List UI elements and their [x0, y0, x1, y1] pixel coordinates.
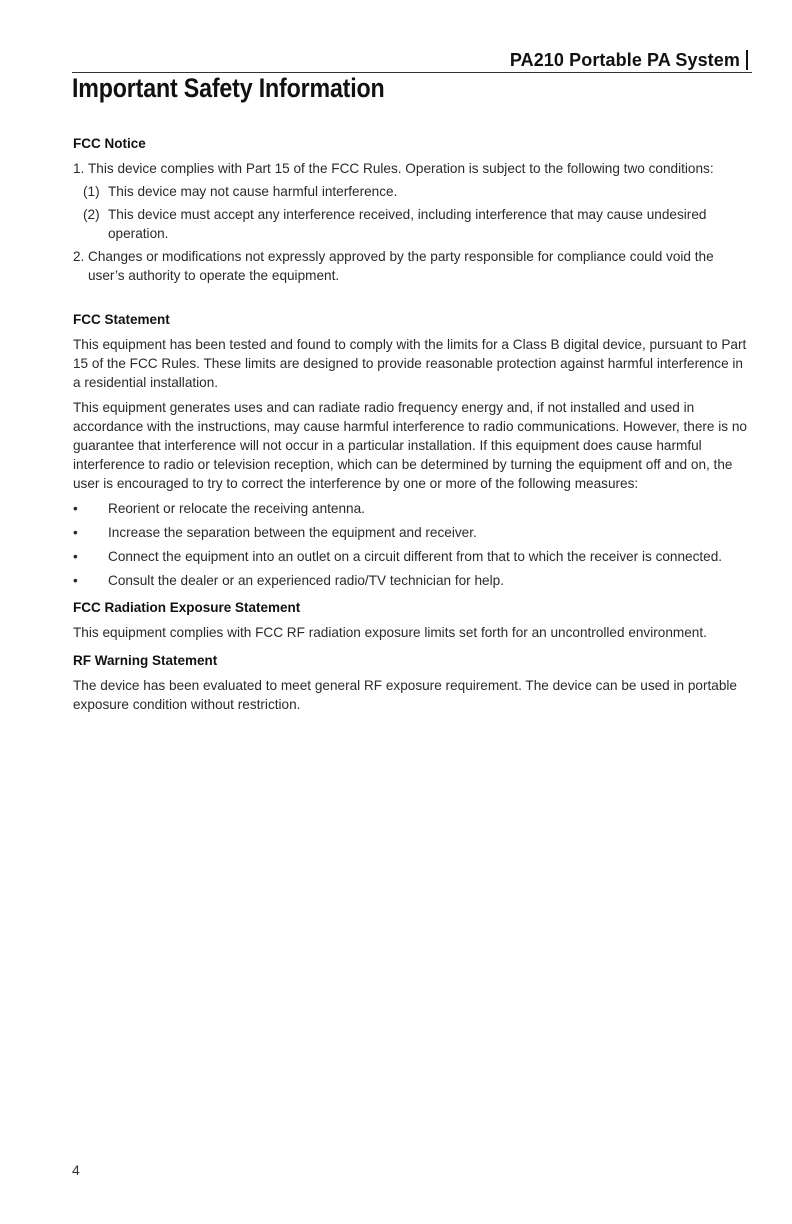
item-number: 1. — [73, 161, 85, 176]
fcc-notice-item-2 — [73, 247, 748, 285]
measure-item-3 — [73, 547, 748, 566]
measure-text: Consult the dealer or an experienced radio/TV technician for help. — [108, 573, 504, 588]
product-name-header: PA210 Portable PA System — [510, 50, 748, 70]
rf-exposure-section — [73, 599, 748, 642]
fcc-conditions-list — [73, 182, 748, 243]
measure-text: Increase the separation between the equipment and receiver. — [108, 525, 477, 540]
condition-text: This device may not cause harmful interference. — [108, 184, 398, 199]
fcc-statement-paragraph-1: This equipment has been tested and found to comply with the limits for a Class B digital device, pursuant to Part 15 of the FCC Rules. These limits are designed to provide reasonable protection against harmful interference in a residential installation. — [73, 337, 747, 390]
condition-item-1 — [83, 182, 748, 201]
condition-number: (2) — [83, 207, 100, 222]
measure-text: Reorient or relocate the receiving antenna. — [108, 501, 365, 516]
fcc-notice-heading: FCC Notice — [73, 136, 146, 151]
condition-text: This device must accept any interference received, including interference that may cause undesired operation. — [108, 207, 707, 241]
measures-list — [73, 499, 748, 590]
fcc-statement-paragraph-2: This equipment generates uses and can radiate radio frequency energy and, if not installed and used in accordance with the instructions, may cause harmful interference to radio communications. However, there is no guarantee that interference will not occur in a particular installation. If this equipment does cause harmful interference to radio or television reception, which can be determined by turning the equipment off and on, the user is encouraged to try to correct the interference by one or more of the following measures: — [73, 400, 747, 491]
rf-warning-section — [73, 652, 748, 714]
fcc-statement-heading: FCC Statement — [73, 312, 170, 327]
measure-item-2 — [73, 523, 748, 542]
document-body — [73, 135, 748, 720]
fcc-notice-section — [73, 135, 748, 285]
item-number: 2. — [73, 249, 85, 264]
fcc-notice-item-1 — [73, 159, 748, 178]
rf-exposure-heading: FCC Radiation Exposure Statement — [73, 600, 301, 615]
page-number: 4 — [72, 1162, 80, 1178]
bullet-icon: • — [73, 525, 78, 540]
measure-item-1 — [73, 499, 748, 518]
bullet-icon: • — [73, 501, 78, 516]
rf-warning-text: The device has been evaluated to meet general RF exposure requirement. The device can be used in portable exposure condition without restriction. — [73, 678, 737, 712]
rf-warning-heading: RF Warning Statement — [73, 653, 218, 668]
condition-item-2 — [83, 205, 748, 243]
bullet-icon: • — [73, 549, 78, 564]
fcc-statement-section — [73, 311, 748, 590]
measure-text: Connect the equipment into an outlet on a circuit different from that to which the receiver is connected. — [108, 549, 723, 564]
item-text: This device complies with Part 15 of the FCC Rules. Operation is subject to the following two conditions: — [88, 161, 714, 176]
bullet-icon: • — [73, 573, 78, 588]
item-text: Changes or modifications not expressly approved by the party responsible for compliance could void the user’s authority to operate the equipment. — [88, 249, 714, 283]
page-title: Important Safety Information — [72, 73, 385, 103]
condition-number: (1) — [83, 184, 100, 199]
measure-item-4 — [73, 571, 748, 590]
rf-exposure-text: This equipment complies with FCC RF radiation exposure limits set forth for an uncontrolled environment. — [73, 625, 707, 640]
